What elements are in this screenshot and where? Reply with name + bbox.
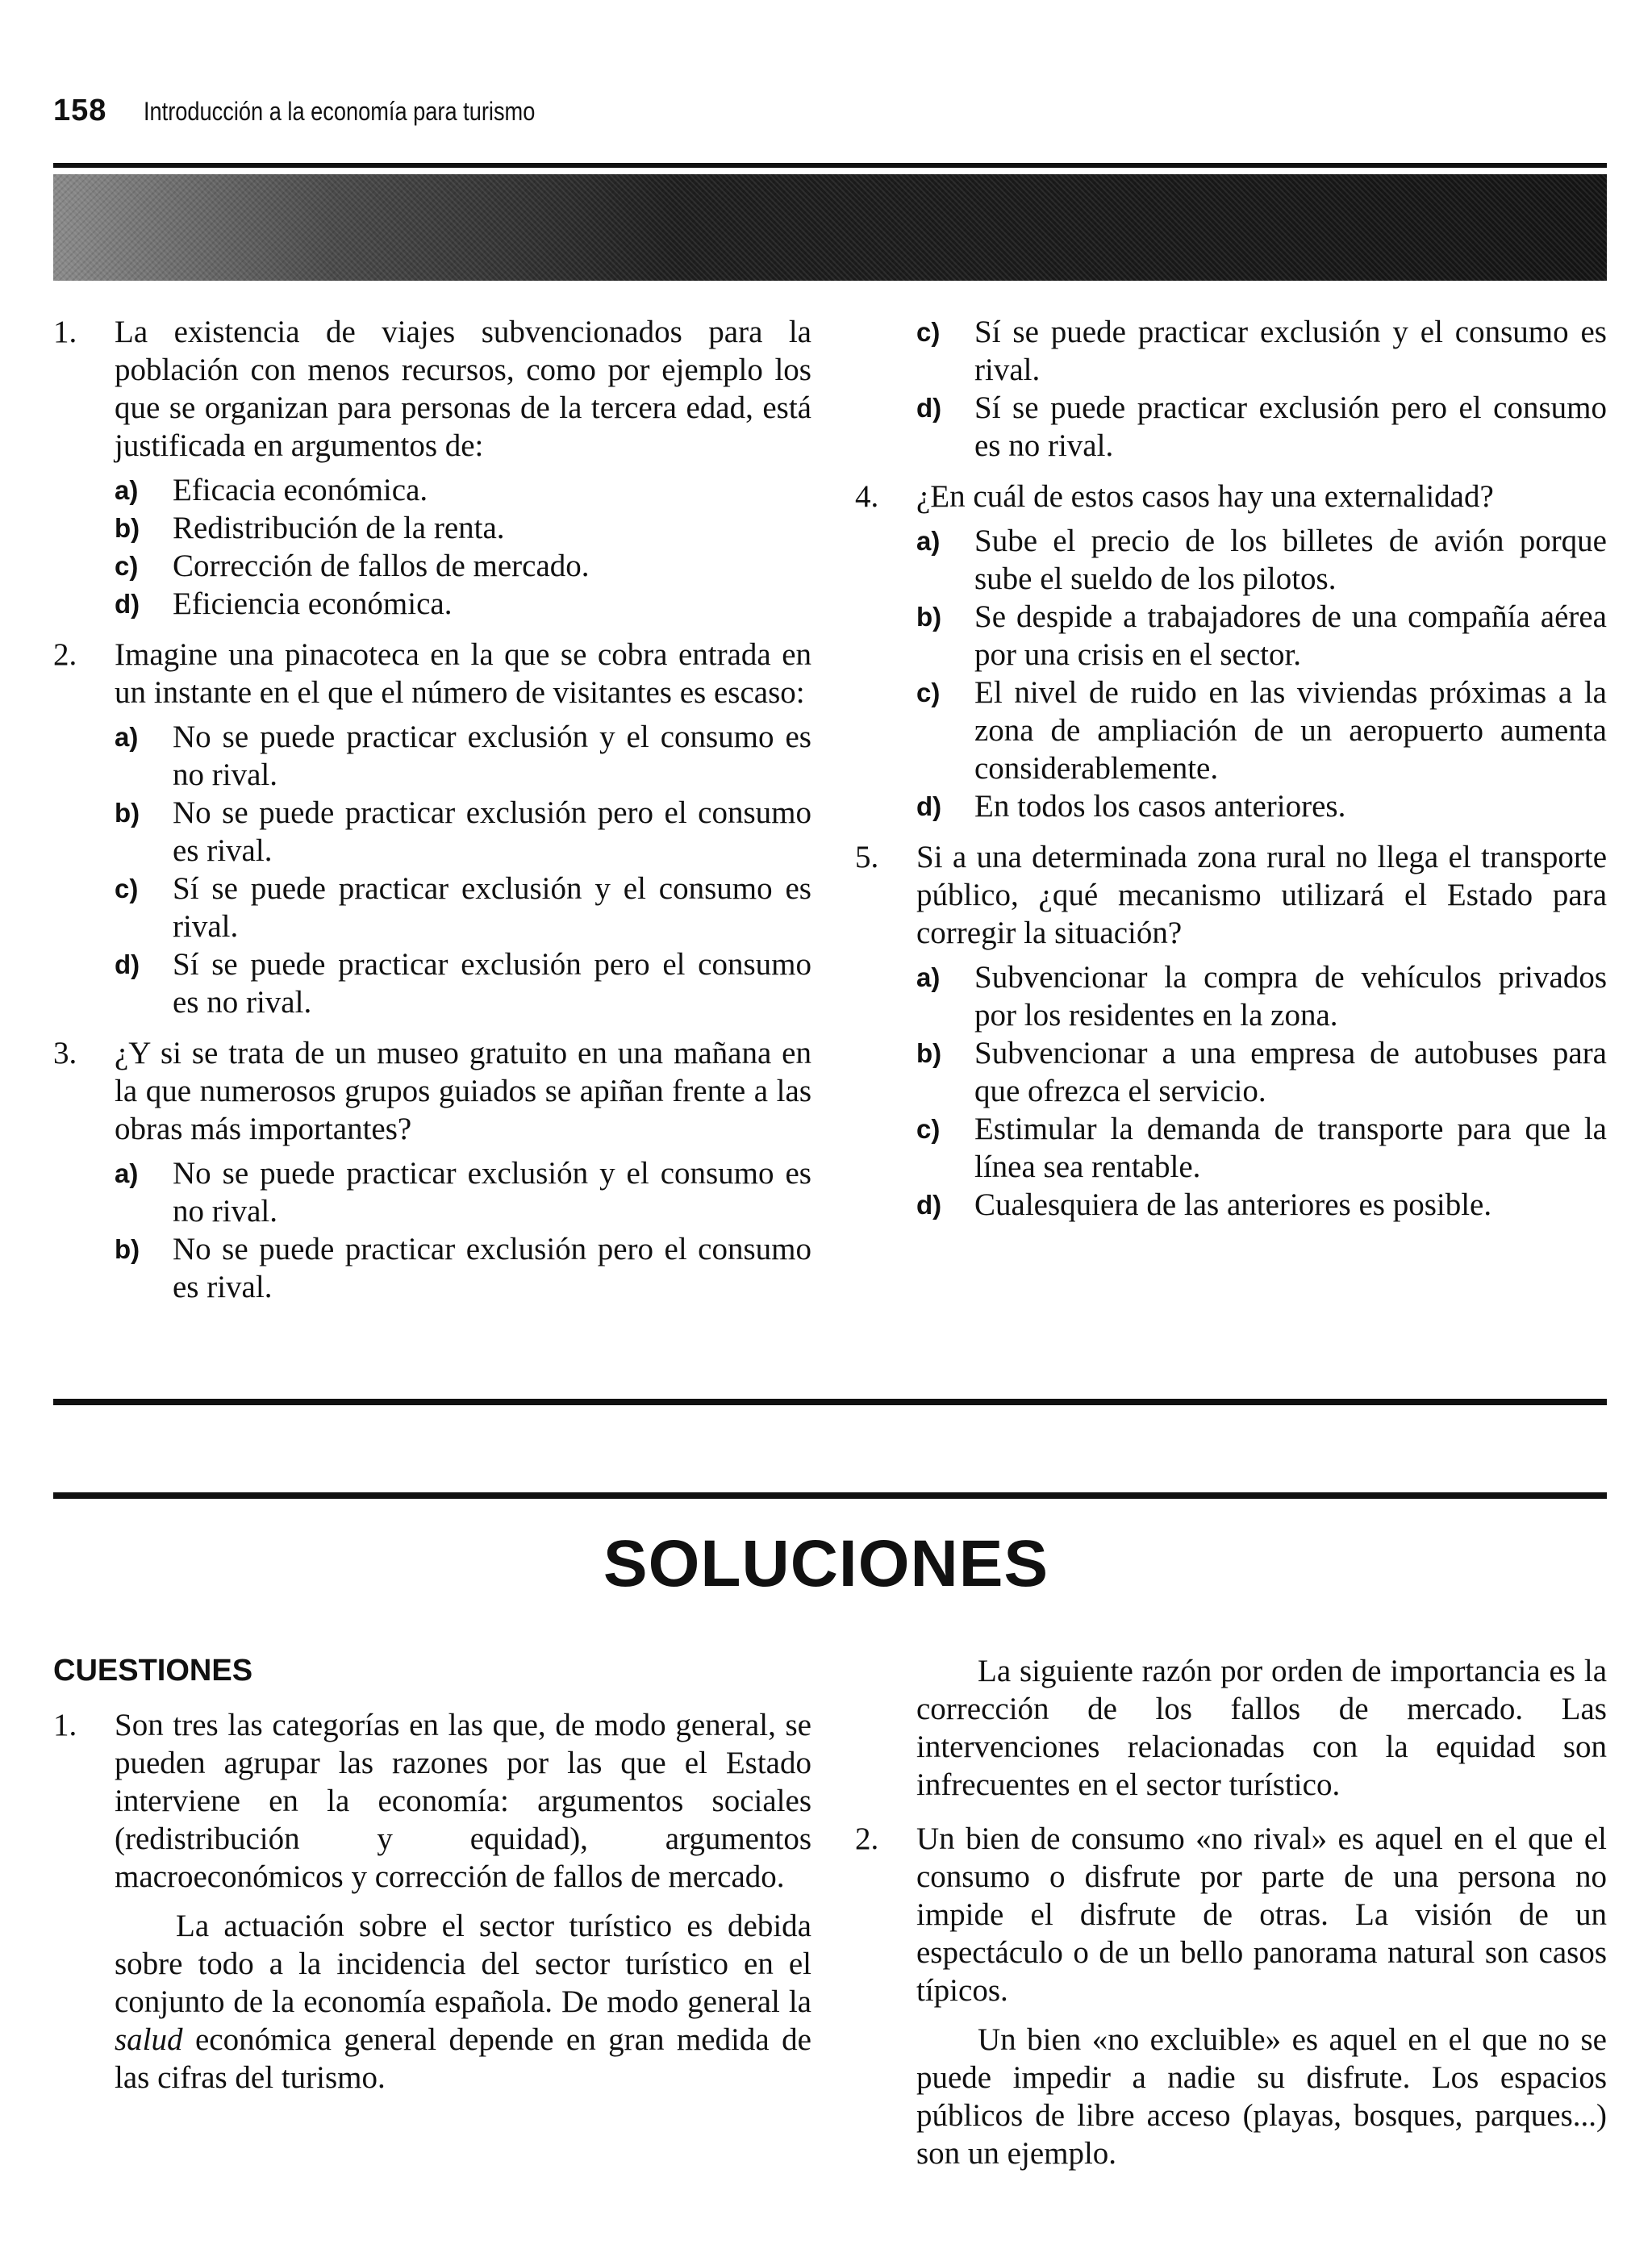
option-a: a) Sube el precio de los billetes de avión porque sube el sueldo de los pilotos. bbox=[916, 524, 1607, 596]
option-d: d) Sí se puede practicar exclusión pero el consumo es no rival. bbox=[115, 947, 811, 1020]
option-c: c) Sí se puede practicar exclusión y el consumo es rival. bbox=[115, 871, 811, 944]
option-b: b) No se puede practicar exclusión pero el consumo es rival. bbox=[115, 795, 811, 868]
subsection-heading: CUESTIONES bbox=[53, 1654, 253, 1688]
option-b: b) Redistribución de la renta. bbox=[115, 511, 505, 545]
question-5: 5. Si a una determinada zona rural no llega el transporte público, ¿qué mecanismo utilizará el Estado para corregir la situación? a) Subvencionar la compra de vehículos privados por los residentes en la zona. b) Subvencionar a una empresa de autobuses para que ofrezca el servicio. c) Estimular la demanda de transporte para que la línea sea rentable. d) Cualesquiera de las anteriores es posible. bbox=[855, 840, 1607, 1222]
question-text: ¿En cuál de estos casos hay una externalidad? bbox=[916, 479, 1494, 514]
question-4: 4. ¿En cuál de estos casos hay una externalidad? a) Sube el precio de los billetes de avión porque sube el sueldo de los pilotos. b) Se despide a trabajadores de una compañía aérea por una crisis en el sector. c) El nivel de ruido en las viviendas próximas a la zona de ampliación de un aeropuerto aumenta considerablemente. d) En todos los casos anteriores. bbox=[855, 479, 1607, 824]
question-2: 2. Imagine una pinacoteca en la que se cobra entrada en un instante en el que el número de visitantes es escaso: a) No se puede practicar exclusión y el consumo es no rival. b) No se puede practicar exclusión pero el consumo es rival. c) Sí se puede practicar exclusión y el consumo es rival. d) Sí se puede practicar exclusión pero el consumo es no rival. bbox=[53, 637, 811, 1020]
italic-term: salud bbox=[115, 2022, 183, 2057]
option-a: a) No se puede practicar exclusión y el consumo es no rival. bbox=[115, 720, 811, 792]
question-text: Si a una determinada zona rural no llega el transporte público, ¿qué mecanismo utilizará el Estado para corregir la situación? bbox=[916, 840, 1607, 950]
answer-2-paragraph: Un bien de consumo «no rival» es aquel en el que el consumo o disfrute por parte de una persona no impide el disfrute de otras. La visión de un espectáculo o de un bello panorama natural son casos típicos. bbox=[916, 1821, 1607, 2008]
answer-2-paragraph-2: Un bien «no excluible» es aquel en el que no se puede impedir a nadie su disfrute. Los espacios públicos de libre acceso (playas, bosques, parques...) son un ejemplo. bbox=[916, 2022, 1607, 2171]
option-d: d) Eficiencia económica. bbox=[115, 586, 453, 621]
answer-1-paragraph-2: La actuación sobre el sector turístico es debida sobre todo a la incidencia del sector turístico en el conjunto de la economía española. De modo general la salud económica general depende en gran medida de las cifras del turismo. bbox=[115, 1909, 811, 2095]
answer-1-paragraph-3: La siguiente razón por orden de importancia es la corrección de los fallos de mercado. Las intervenciones relacionadas con la equidad son infrecuentes en el sector turístico. bbox=[916, 1654, 1607, 1802]
solutions-left-column bbox=[53, 1652, 811, 2108]
option-d: d) Sí se puede practicar exclusión pero el consumo es no rival. bbox=[916, 390, 1607, 463]
question-1: 1. La existencia de viajes subvencionados para la población con menos recursos, como por ejemplo los que se organizan para personas de la tercera edad, está justificada en argumentos de: a) Eficacia económica. b) Redistribución de la renta. c) Corrección de fallos de mercado. d) Eficiencia económica. bbox=[53, 315, 811, 621]
answer-1-paragraph: Son tres las categorías en las que, de modo general, se pueden agrupar las razones por las que el Estado interviene en la economía: argumentos sociales (redistribución y equidad), argumentos macroeconómicos y corrección de fallos de mercado. bbox=[115, 1708, 811, 1894]
option-a: a) Eficacia económica. bbox=[115, 473, 428, 507]
option-a: a) Subvencionar la compra de vehículos privados por los residentes en la zona. bbox=[916, 960, 1607, 1033]
option-b: b) No se puede practicar exclusión pero el consumo es rival. bbox=[115, 1232, 811, 1304]
option-c: c) Corrección de fallos de mercado. bbox=[115, 549, 590, 583]
solutions-top-rule bbox=[53, 1492, 1607, 1499]
running-title: Introducción a la economía para turismo bbox=[144, 97, 536, 126]
running-header bbox=[53, 94, 604, 128]
question-text: ¿Y si se trata de un museo gratuito en una mañana en la que numerosos grupos guiados se apiñan frente a las obras más importantes? bbox=[115, 1036, 811, 1146]
question-text: La existencia de viajes subvencionados para la población con menos recursos, como por ejemplo los que se organizan para personas de la tercera edad, está justificada en argumentos de: bbox=[115, 315, 811, 463]
option-c: c) Sí se puede practicar exclusión y el consumo es rival. bbox=[916, 315, 1607, 387]
question-text: Imagine una pinacoteca en la que se cobra entrada en un instante en el que el número de visitantes es escaso: bbox=[115, 637, 811, 710]
page-number: 158 bbox=[53, 94, 107, 127]
option-b: b) Se despide a trabajadores de una compañía aérea por una crisis en el sector. bbox=[916, 599, 1607, 672]
option-c: c) Estimular la demanda de transporte para que la línea sea rentable. bbox=[916, 1112, 1607, 1184]
section-banner bbox=[53, 174, 1607, 281]
answer-1: 1. Son tres las categorías en las que, de modo general, se pueden agrupar las razones por las que el Estado interviene en la economía: argumentos sociales (redistribución y equidad), argumentos macroeconómicos y corrección de fallos de mercado. bbox=[53, 1708, 811, 1894]
question-3-continued bbox=[855, 313, 1607, 465]
option-d: d) Cualesquiera de las anteriores es posible. bbox=[916, 1187, 1492, 1222]
solutions-title: SOLUCIONES bbox=[603, 1527, 1049, 1600]
section-end-rule bbox=[53, 1399, 1607, 1405]
solutions-right-column bbox=[855, 1652, 1607, 2184]
questions-left-column bbox=[53, 313, 811, 1319]
question-3: 3. ¿Y si se trata de un museo gratuito en una mañana en la que numerosos grupos guiados se apiñan frente a las obras más importantes? a) No se puede practicar exclusión y el consumo es no rival. b) No se puede practicar exclusión pero el consumo es rival. bbox=[53, 1036, 811, 1304]
option-c: c) El nivel de ruido en las viviendas próximas a la zona de ampliación de un aeropuerto aumenta considerablemente. bbox=[916, 675, 1607, 786]
header-rule bbox=[53, 163, 1607, 168]
questions-right-column bbox=[855, 313, 1607, 1237]
option-b: b) Subvencionar a una empresa de autobuses para que ofrezca el servicio. bbox=[916, 1036, 1607, 1108]
answer-2: 2. Un bien de consumo «no rival» es aquel en el que el consumo o disfrute por parte de una persona no impide el disfrute de otras. La visión de un espectáculo o de un bello panorama natural son casos típicos. bbox=[855, 1821, 1607, 2008]
option-a: a) No se puede practicar exclusión y el consumo es no rival. bbox=[115, 1156, 811, 1229]
option-d: d) En todos los casos anteriores. bbox=[916, 789, 1346, 824]
